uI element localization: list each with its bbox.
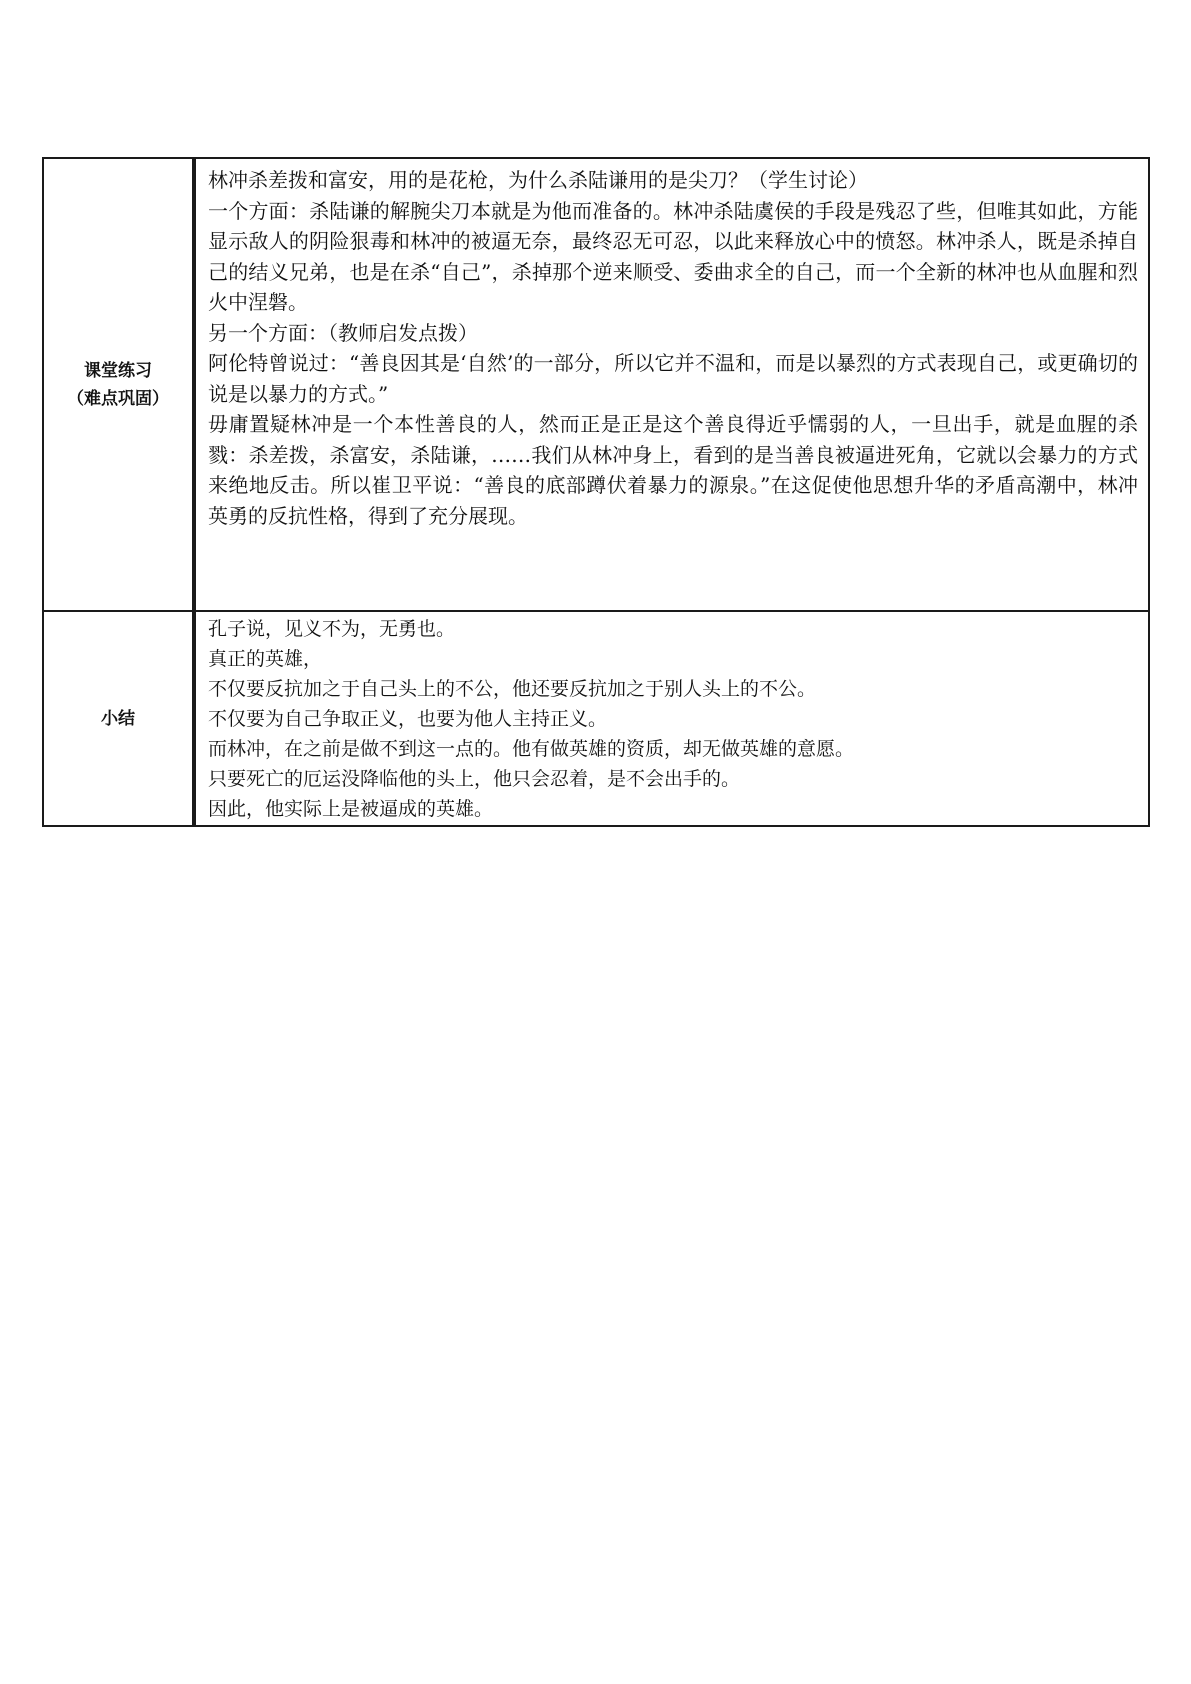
practice-paragraph-arendt-quote: 阿伦特曾说过：“善良因其是‘自然’的一部分，所以它并不温和，而是以暴烈的方式表现自己，或更确切的说是以暴力的方式。” <box>208 351 1138 406</box>
summary-row <box>43 611 1149 826</box>
practice-row <box>43 158 1149 611</box>
summary-line: 不仅要反抗加之于自己头上的不公，他还要反抗加之于别人头上的不公。 <box>208 678 817 700</box>
summary-label: 小结 <box>101 708 135 729</box>
practice-paragraph-question: 林冲杀差拨和富安，用的是花枪，为什么杀陆谦用的是尖刀？（学生讨论） <box>208 168 868 192</box>
practice-content <box>196 159 1148 531</box>
practice-paragraph-aspect-one: 一个方面：杀陆谦的解腕尖刀本就是为他而准备的。林冲杀陆虞侯的手段是残忍了些，但唯其如此，方能显示敌人的阴险狠毒和林冲的被逼无奈，最终忍无可忍，以此来释放心中的愤怒。林冲杀人，既是杀掉自己的结义兄弟，也是在杀“自己”，杀掉那个逆来顺受、委曲求全的自己，而一个全新的林冲也从血腥和烈火中涅磐。 <box>208 198 1138 314</box>
summary-line: 不仅要为自己争取正义，也要为他人主持正义。 <box>208 708 608 730</box>
summary-line: 因此，他实际上是被逼成的英雄。 <box>208 798 494 820</box>
summary-content-cell <box>194 611 1149 826</box>
practice-paragraph-analysis: 毋庸置疑林冲是一个本性善良的人，然而正是正是这个善良得近乎懦弱的人，一旦出手，就是血腥的杀戮：杀差拨，杀富安，杀陆谦，……我们从林冲身上，看到的是当善良被逼进死角，它就以会暴力的方式来绝地反击。所以崔卫平说：“善良的底部蹲伏着暴力的源泉。”在这促使他思想升华的矛盾高潮中，林冲英勇的反抗性格，得到了充分展现。 <box>208 412 1138 528</box>
summary-content <box>196 612 1148 824</box>
summary-label-cell <box>43 611 194 826</box>
summary-line: 只要死亡的厄运没降临他的头上，他只会忍着，是不会出手的。 <box>208 768 741 790</box>
practice-content-cell <box>194 158 1149 611</box>
summary-line: 而林冲，在之前是做不到这一点的。他有做英雄的资质，却无做英雄的意愿。 <box>208 738 855 760</box>
practice-paragraph-aspect-two: 另一个方面：（教师启发点拨） <box>208 320 478 345</box>
lesson-table <box>42 157 1150 827</box>
summary-line: 真正的英雄， <box>208 648 323 670</box>
practice-label-cell <box>43 158 194 611</box>
practice-label: 课堂练习 <box>84 360 152 381</box>
practice-sublabel: （难点巩固） <box>67 388 169 409</box>
summary-line: 孔子说，见义不为，无勇也。 <box>208 618 456 640</box>
